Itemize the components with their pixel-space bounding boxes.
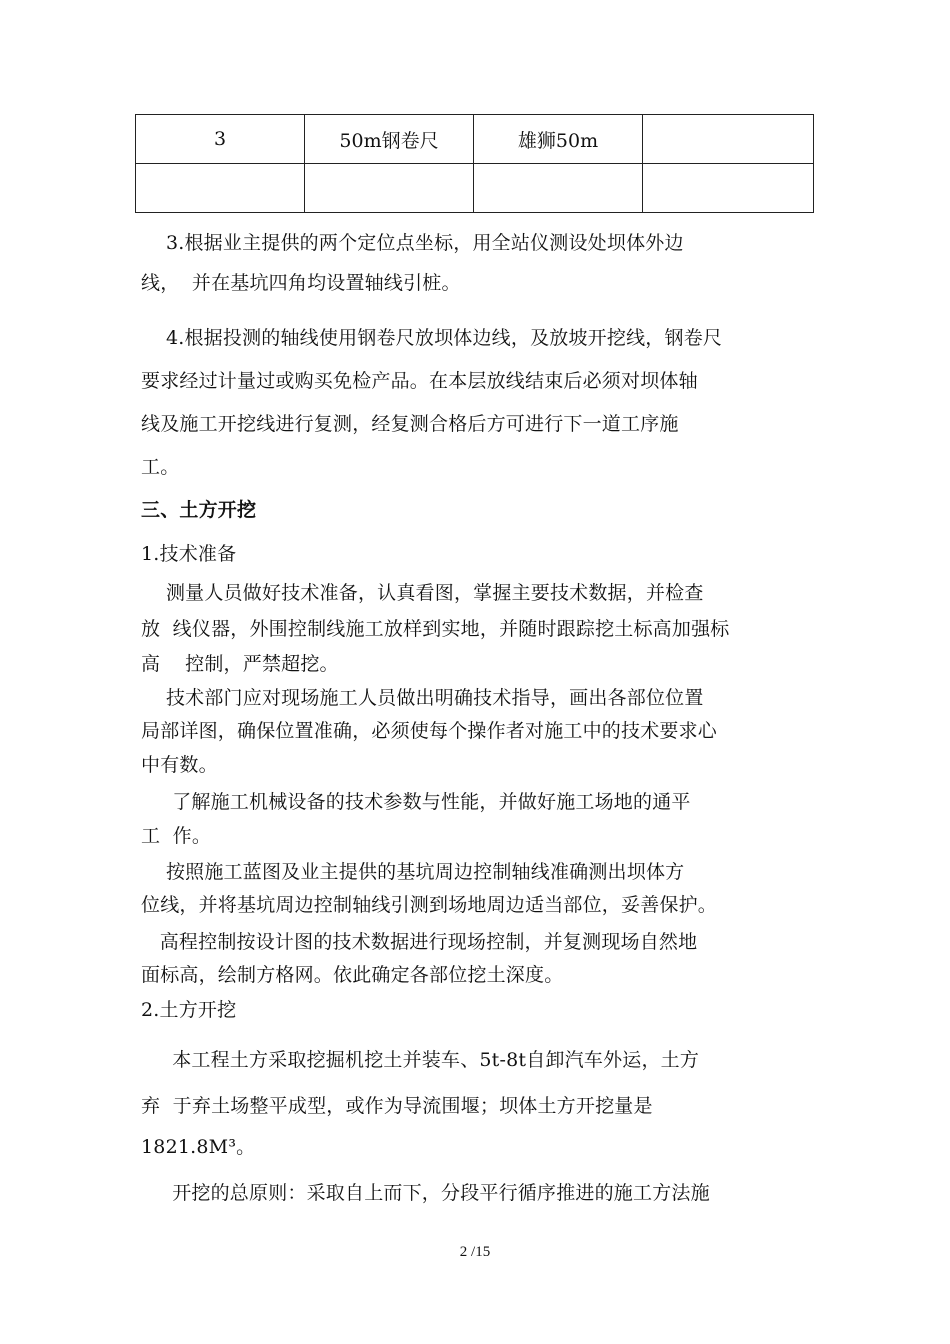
table-cell <box>474 164 643 213</box>
body-text-line: 高 控制，严禁超挖。 <box>141 653 339 675</box>
body-text-line: 1821.8M³。 <box>141 1136 256 1158</box>
page-number: 2 /15 <box>459 1244 491 1260</box>
body-text-line: 本工程土方采取挖掘机挖土并装车、5t-8t自卸汽车外运，土方 <box>141 1049 700 1071</box>
body-text-line: 技术部门应对现场施工人员做出明确技术指导，画出各部位位置 <box>141 687 704 709</box>
body-text-line: 局部详图，确保位置准确，必须使每个操作者对施工中的技术要求心 <box>141 720 718 742</box>
body-text-line: 测量人员做好技术准备，认真看图，掌握主要技术数据，并检查 <box>141 582 704 604</box>
body-text-line: 放 线仪器，外围控制线施工放样到实地，并随时跟踪挖土标高加强标 <box>141 618 730 640</box>
table-row <box>136 115 814 164</box>
body-text-line: 要求经过计量过或购买免检产品。在本层放线结束后必须对坝体轴 <box>141 370 698 392</box>
table-cell <box>136 164 305 213</box>
body-text-line: 了解施工机械设备的技术参数与性能，并做好施工场地的通平 <box>141 791 691 813</box>
body-text-line: 3.根据业主提供的两个定位点坐标，用全站仪测设处坝体外边 <box>141 232 684 254</box>
subsection-heading: 2.土方开挖 <box>141 999 237 1021</box>
body-text-line: 4.根据投测的轴线使用钢卷尺放坝体边线，及放坡开挖线，钢卷尺 <box>141 327 723 349</box>
table-row <box>136 164 814 213</box>
body-text-line: 中有数。 <box>141 754 218 776</box>
body-text-line: 弃 于弃土场整平成型，或作为导流围堰；坝体土方开挖量是 <box>141 1095 653 1117</box>
table-cell: 雄狮50m <box>474 115 643 164</box>
table-cell: 50m钢卷尺 <box>305 115 474 164</box>
instrument-table <box>135 114 814 213</box>
body-text-line: 开挖的总原则：采取自上而下，分段平行循序推进的施工方法施 <box>141 1182 710 1204</box>
body-text-line: 位线，并将基坑周边控制轴线引测到场地周边适当部位，妥善保护。 <box>141 894 718 916</box>
table-cell <box>643 164 814 213</box>
body-text-line: 按照施工蓝图及业主提供的基坑周边控制轴线准确测出坝体方 <box>141 861 685 883</box>
table-cell <box>643 115 814 164</box>
subsection-heading: 1.技术准备 <box>141 543 237 565</box>
section-heading: 三、土方开挖 <box>141 499 257 521</box>
table-cell <box>305 164 474 213</box>
body-text-line: 高程控制按设计图的技术数据进行现场控制，并复测现场自然地 <box>141 931 698 953</box>
body-text-line: 线及施工开挖线进行复测，经复测合格后方可进行下一道工序施 <box>141 413 679 435</box>
body-text-line: 工 作。 <box>141 825 212 847</box>
body-text-line: 工。 <box>141 456 180 478</box>
body-text-line: 面标高，绘制方格网。依此确定各部位挖土深度。 <box>141 964 564 986</box>
table-cell: 3 <box>136 115 305 164</box>
body-text-line: 线， 并在基坑四角均设置轴线引桩。 <box>141 272 461 294</box>
